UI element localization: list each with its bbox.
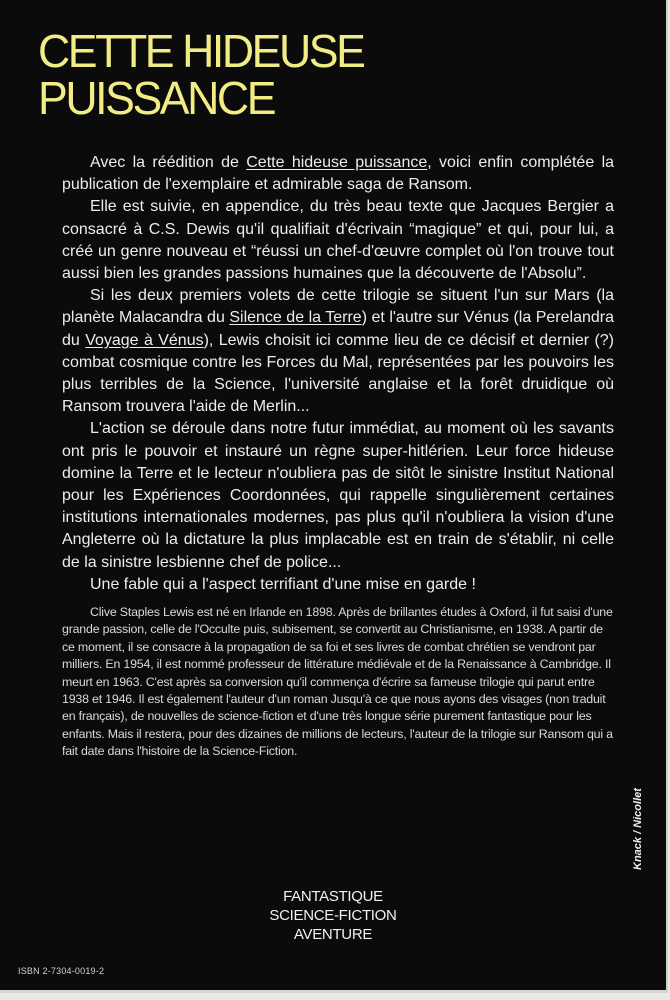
title-line-2: PUISSANCE bbox=[38, 72, 275, 124]
book-reference-silence: Silence de la Terre bbox=[229, 309, 362, 327]
biography-paragraph: Clive Staples Lewis est né en Irlande en 1898. Après de brillantes études à Oxford, il fut saisi d'une grande passion, celle de l'Occulte puis, subisement, se convertit au Christianisme, en 1938. A partir de ce moment, il se consacre à la propagation de sa foi et ses livres de combat chrétien se vendront par milliers. En 1954, il est nommé professeur de littérature médiévale et de la Renaissance à Cambridge. Il meurt en 1963. C'est après sa conversion qu'il commença d'écrire sa fameuse trilogie qui parut entre 1938 et 1946. Il est également l'auteur d'un roman Jusqu'à ce que nous ayons des visages (non traduit en français), de nouvelles de science-fiction et d'une très longue série purement fantastique pour les enfants. Mais il restera, pour des dizaines de millions de lecteurs, l'auteur de la trilogie sur Ransom qui a fait date dans l'histoire de la Science-Fiction. bbox=[62, 605, 613, 759]
book-title-reference: Cette hideuse puissance bbox=[246, 154, 428, 171]
genre-item: AVENTURE bbox=[293, 926, 373, 943]
genre-item: SCIENCE-FICTION bbox=[269, 907, 397, 924]
genre-list bbox=[0, 887, 666, 944]
illustrator-credit: Knack / Nicollet bbox=[632, 788, 644, 870]
blurb-p3-text-b: ) et l'autre sur Vénus (la Perelandra du bbox=[62, 309, 614, 349]
blurb-p1-text-a: Avec la réédition de bbox=[90, 154, 247, 171]
isbn-number: ISBN 2-7304-0019-2 bbox=[18, 966, 105, 976]
blurb-p1-text-b: , voici enfin complétée la publication de l'exemplaire et admirable saga de Ransom. bbox=[62, 154, 615, 194]
genre-item: FANTASTIQUE bbox=[283, 888, 383, 905]
blurb-text bbox=[62, 152, 614, 596]
book-title bbox=[38, 25, 364, 124]
author-biography bbox=[62, 604, 614, 761]
book-reference-voyage: Voyage à Vénus bbox=[85, 331, 204, 349]
blurb-paragraph-5: Une fable qui a l'aspect terrifiant d'une mise en garde ! bbox=[90, 575, 476, 593]
blurb-paragraph-1 bbox=[62, 152, 614, 196]
title-line-1: CETTE HIDEUSE bbox=[38, 25, 364, 77]
blurb-paragraph-4: L'action se déroule dans notre futur immédiat, au moment où les savants ont pris le pouvoir et instauré un règne super-hitlérien. Leur force hideuse domine la Terre et le lecteur n'oubliera pas de sitôt le sinistre Institut National pour les Expériences Coordonnées, qui rappelle singulièrement certaines institutions internationales modernes, pas plus qu'il n'oubliera la vision d'une Angleterre où la dictature la plus implacable est en train de s'établir, ni celle de la sinistre lesbienne chef de police... bbox=[62, 420, 614, 571]
blurb-paragraph-3 bbox=[62, 285, 614, 418]
blurb-paragraph-2: Elle est suivie, en appendice, du très beau texte que Jacques Bergier a consacré à C.S. Dewis qu'il qualifiait d'écrivain “magique” et qui, pour lui, a créé un genre nouveau et “réussi un chef-d'œuvre complet où l'on trouve tout aussi bien les grandes passions humaines que la découverte de l'Absolu”. bbox=[62, 198, 614, 283]
blurb-p3-text-c: ), Lewis choisit ici comme lieu de ce décisif et dernier (?) combat cosmique contre les Forces du Mal, représentées par les pouvoirs les plus terribles de la Science, l'université anglaise et la forêt druidique où Ransom trouvera l'aide de Merlin... bbox=[62, 331, 614, 416]
blurb-p3-text-a: Si les deux premiers volets de cette trilogie se situent l'un sur Mars (la planète Malacandra du bbox=[62, 287, 614, 327]
